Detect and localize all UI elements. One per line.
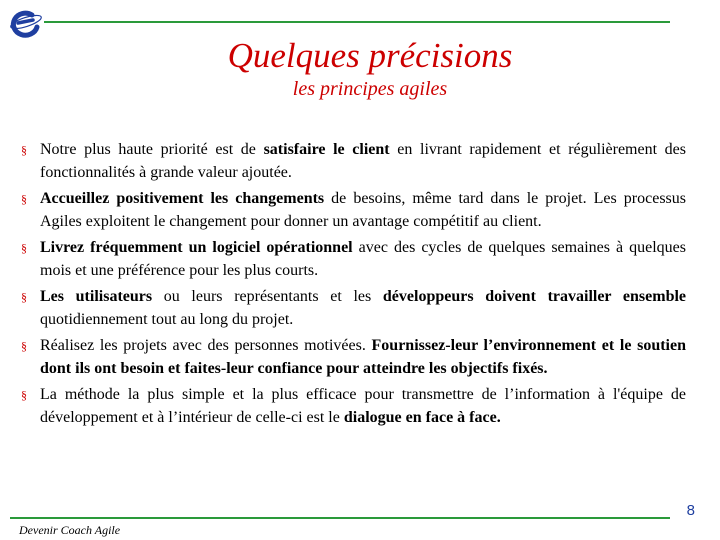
bullet-text-bold: Livrez fréquemment un logiciel opérationnel xyxy=(40,239,353,256)
bullet-marker-icon: § xyxy=(21,388,27,402)
company-logo-icon xyxy=(6,6,46,40)
bullet-text-bold: Fournissez-leur l’environnement et le soutien dont ils ont besoin et faites-leur confiance pour atteindre les objectifs fixés. xyxy=(40,337,686,377)
bullet-text: de besoins, même tard dans le projet. Les processus Agiles exploitent le changement pour donner un avantage compétitif au client. xyxy=(40,190,687,230)
bullet-item xyxy=(20,188,686,233)
slide-title: Quelques précisions xyxy=(227,36,513,75)
bullet-marker-icon: § xyxy=(21,339,27,353)
slide-subtitle: les principes agiles xyxy=(292,78,448,100)
bullet-item xyxy=(20,384,686,429)
bullet-item xyxy=(20,335,686,380)
bullet-text: Notre plus haute priorité est de xyxy=(40,141,264,158)
page-number: 8 xyxy=(686,502,695,519)
footer-rule xyxy=(10,517,670,519)
bullet-text: Réalisez les projets avec des personnes motivées. xyxy=(40,337,372,354)
bullet-text: ou leurs représentants et les xyxy=(152,288,383,305)
bullet-item xyxy=(20,237,686,282)
bullet-list xyxy=(20,139,686,433)
bullet-text: avec des cycles de quelques semaines à quelques mois et une préférence pour les plus courts. xyxy=(40,239,686,279)
bullet-text: La méthode la plus simple et la plus efficace pour transmettre de l’information à l'équipe de développement et à l’intérieur de celle-ci est le xyxy=(40,386,686,426)
bullet-text: en livrant rapidement et régulièrement des fonctionnalités à grande valeur ajoutée. xyxy=(40,141,687,181)
footer-text: Devenir Coach Agile xyxy=(19,523,121,537)
bullet-text: quotidiennement tout au long du projet. xyxy=(40,310,294,328)
bullet-text-bold: Accueillez positivement les changements xyxy=(40,190,325,207)
bullet-text-bold: dialogue en face à face. xyxy=(343,408,501,426)
bullet-item xyxy=(20,286,686,331)
bullet-text-bold: satisfaire le client xyxy=(263,141,390,158)
bullet-marker-icon: § xyxy=(21,290,27,304)
bullet-marker-icon: § xyxy=(21,241,27,255)
bullet-text-bold: Les utilisateurs xyxy=(40,288,153,305)
bullet-text-bold: développeurs doivent travailler ensemble xyxy=(382,288,687,305)
bullet-item xyxy=(20,139,686,184)
header-rule xyxy=(44,21,670,23)
bullet-marker-icon: § xyxy=(21,143,27,157)
bullet-marker-icon: § xyxy=(21,192,27,206)
